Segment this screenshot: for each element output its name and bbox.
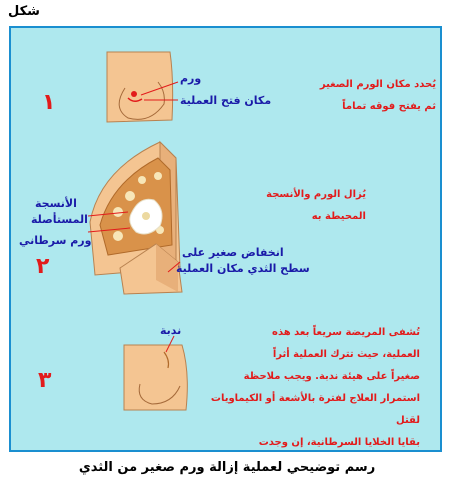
- description-line: يُحدد مكان الورم الصغير: [319, 79, 436, 90]
- description-line: ثم يفتح فوقه تماماً: [342, 101, 436, 112]
- step3-description: [196, 322, 420, 454]
- breast-step1-illustration: [107, 52, 178, 122]
- description-line: تُشفى المريضة سريعاً بعد هذه: [272, 327, 420, 338]
- label-removed: المستأصلة: [31, 213, 88, 226]
- label-surface-dip-1: انخفاض صغير على: [182, 246, 284, 259]
- label-tumor: ورم: [180, 72, 202, 85]
- description-line: يُزال الورم والأنسجة: [266, 189, 366, 200]
- description-line: بقايا الخلايا السرطانية، إن وجدت: [258, 437, 420, 448]
- step1-description: [250, 74, 436, 118]
- description-line: العملية، حيث تترك العملية أثراً: [272, 349, 420, 360]
- description-line: صغيراً على هيئة ندبة. ويجب ملاحظة: [243, 371, 420, 382]
- label-incision-site: مكان فتح العملية: [180, 94, 272, 107]
- description-line: استمرار العلاج لفترة بالأشعة أو الكيماويات لقتل: [210, 393, 420, 426]
- label-scar: ندبة: [160, 324, 182, 337]
- label-tissues: الأنسجة: [35, 197, 77, 210]
- figure-caption: رسم توضيحي لعملية إزالة ورم صغير من الثدي: [78, 460, 376, 475]
- step-number-3: ٣: [38, 368, 52, 393]
- step2-description: [240, 184, 366, 228]
- figure-header: شكل: [8, 4, 40, 19]
- step-number-2: ٢: [36, 254, 50, 279]
- label-cancer-tumor: ورم سرطاني: [19, 234, 92, 247]
- label-surface-dip-2: سطح الثدي مكان العملية: [176, 262, 310, 275]
- description-line: المحيطة به: [311, 211, 366, 222]
- step-number-1: ١: [42, 90, 56, 115]
- breast-scar-illustration: [124, 336, 187, 410]
- breast-cross-section-illustration: [88, 142, 182, 294]
